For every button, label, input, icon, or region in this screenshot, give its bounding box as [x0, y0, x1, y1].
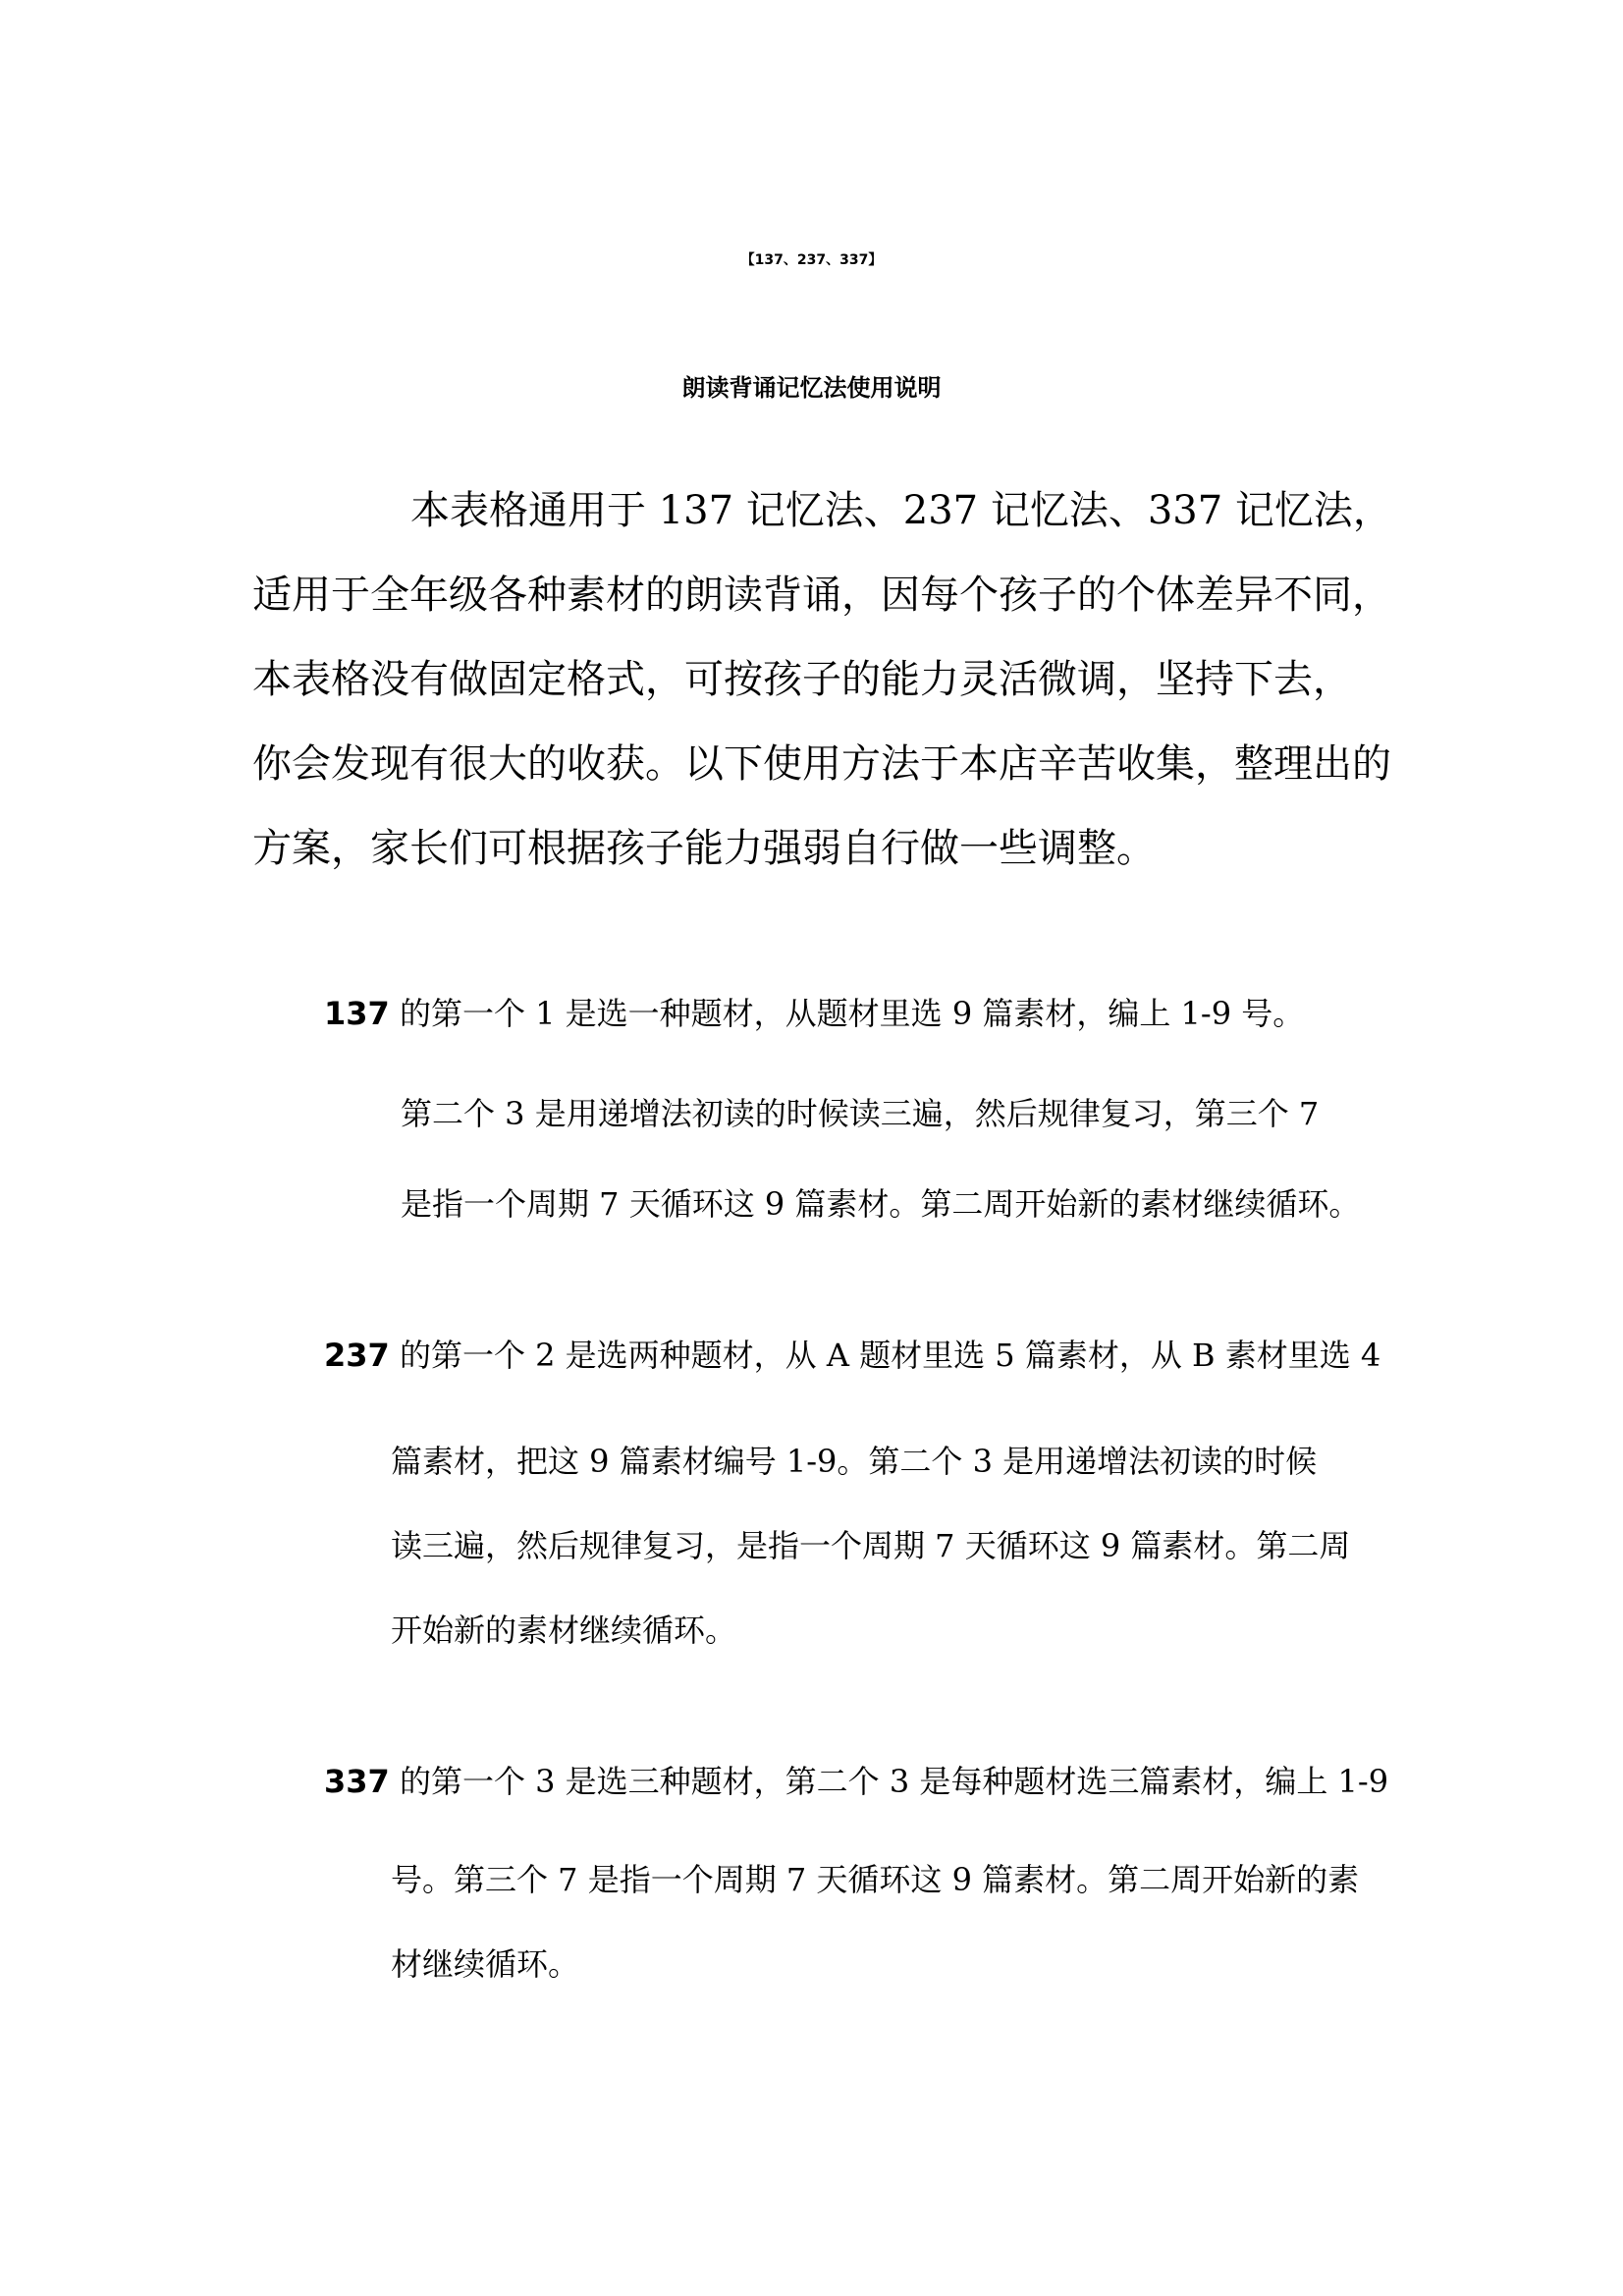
- intro-line-1: 本表格通用于 137 记忆法、237 记忆法、337 记忆法，: [410, 488, 1392, 533]
- section-237-line-3: 读三遍，然后规律复习，是指一个周期 7 天循环这 9 篇素材。第二周: [391, 1527, 1351, 1564]
- title-line-1: 【137、237、337】: [740, 252, 883, 268]
- section-237-line-4: 开始新的素材继续循环。: [391, 1612, 737, 1649]
- title-line-2: 朗读背诵记忆法使用说明: [681, 373, 942, 402]
- intro-line-2: 适用于全年级各种素材的朗读背诵，因每个孩子的个体差异不同，: [252, 573, 1391, 618]
- section-337-number: 337: [324, 1763, 390, 1800]
- section-137-text: 的第一个 1 是选一种题材，从题材里选 9 篇素材，编上 1-9 号。: [389, 995, 1305, 1032]
- section-237-line-1: [324, 1332, 1380, 1379]
- section-237-number: 237: [324, 1337, 390, 1374]
- section-237-text: 的第一个 2 是选两种题材，从 A 题材里选 5 篇素材，从 B 素材里选 4: [389, 1337, 1381, 1374]
- section-337-line-3: 材继续循环。: [391, 1945, 580, 1983]
- section-137-number: 137: [324, 995, 390, 1032]
- intro-line-5: 方案，家长们可根据孩子能力强弱自行做一些调整。: [252, 826, 1156, 871]
- section-137-line-1: [324, 990, 1304, 1037]
- section-337-line-1: [324, 1758, 1388, 1805]
- section-337-line-2: 号。第三个 7 是指一个周期 7 天循环这 9 篇素材。第二周开始新的素: [391, 1861, 1360, 1898]
- section-137-line-2: 第二个 3 是用递增法初读的时候读三遍，然后规律复习，第三个 7: [401, 1095, 1320, 1132]
- intro-line-4: 你会发现有很大的收获。以下使用方法于本店辛苦收集，整理出的: [252, 741, 1391, 787]
- section-337-text: 的第一个 3 是选三种题材，第二个 3 是每种题材选三篇素材，编上 1-9: [389, 1763, 1389, 1800]
- intro-line-3: 本表格没有做固定格式，可按孩子的能力灵活微调，坚持下去，: [252, 657, 1352, 702]
- section-237-line-2: 篇素材，把这 9 篇素材编号 1-9。第二个 3 是用递增法初读的时候: [391, 1443, 1318, 1480]
- section-137-line-3: 是指一个周期 7 天循环这 9 篇素材。第二周开始新的素材继续循环。: [401, 1185, 1361, 1223]
